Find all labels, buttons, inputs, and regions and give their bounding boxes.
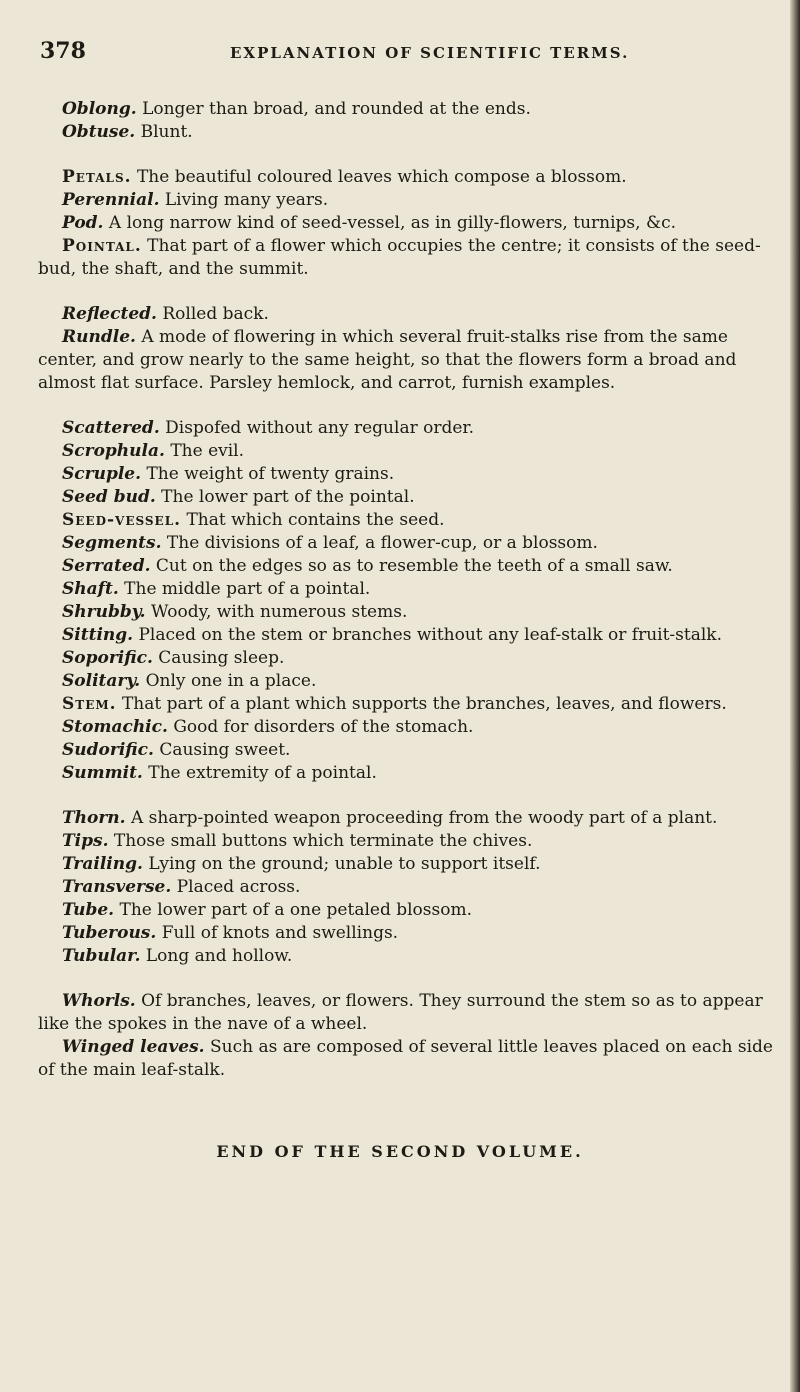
glossary-definition: A mode of flowering in which several fruit-stalks rise from the same center, and grow nearly to the same height, so that the flowers form a broad and almost flat surface. Parsley hemlock, and carrot, furnish examples. (38, 327, 737, 393)
glossary-definition: Long and hollow. (145, 946, 293, 966)
glossary-entry (38, 212, 776, 235)
glossary-definition: Placed on the stem or branches without any leaf-stalk or fruit-stalk. (138, 625, 723, 645)
glossary-entry (38, 189, 776, 212)
glossary-entry (38, 762, 776, 785)
glossary-entry (38, 693, 776, 716)
glossary-entry (38, 98, 776, 121)
glossary-definition: Causing sleep. (158, 648, 285, 668)
glossary-term: Sudorific. (62, 740, 154, 760)
glossary-definition: Good for disorders of the stomach. (173, 717, 474, 737)
glossary-entry (38, 624, 776, 647)
glossary-definition: Placed across. (176, 877, 301, 897)
glossary-definition: The extremity of a pointal. (148, 763, 377, 783)
page-number: 378 (40, 38, 86, 64)
glossary-entry (38, 326, 776, 395)
glossary-definition: Only one in a place. (145, 671, 317, 691)
glossary-term: Summit. (62, 763, 143, 783)
glossary-entry (38, 716, 776, 739)
glossary-entry (38, 463, 776, 486)
glossary-definition: A long narrow kind of seed-vessel, as in gilly-flowers, turnips, &c. (108, 213, 676, 233)
glossary-term: Tuberous. (62, 923, 157, 943)
glossary-term: Rundle. (62, 327, 136, 347)
glossary-entry (38, 1036, 776, 1082)
glossary-entry (38, 922, 776, 945)
glossary-term: Scruple. (62, 464, 142, 484)
glossary-term: Stomachic. (62, 717, 168, 737)
glossary-entry (38, 739, 776, 762)
glossary-entry (38, 647, 776, 670)
glossary-entry (38, 121, 776, 144)
glossary-term: Reflected. (62, 304, 157, 324)
glossary-term: Stem. (62, 694, 117, 714)
glossary-term: Tube. (62, 900, 115, 920)
glossary-term: Thorn. (62, 808, 126, 828)
glossary-entry (38, 578, 776, 601)
glossary-entry (38, 486, 776, 509)
page-edge-shadow (790, 0, 800, 1392)
glossary-definition: Of branches, leaves, or flowers. They surround the stem so as to appear like the spokes in the nave of a wheel. (38, 991, 763, 1034)
glossary-entry (38, 166, 776, 189)
glossary-entry (38, 853, 776, 876)
glossary-entry (38, 990, 776, 1036)
glossary-term: Tubular. (62, 946, 141, 966)
glossary-definition: Lying on the ground; unable to support itself. (148, 854, 541, 874)
glossary-entry (38, 417, 776, 440)
glossary-term: Shrubby. (62, 602, 146, 622)
glossary-definition: Woody, with numerous stems. (150, 602, 408, 622)
glossary-definition: The evil. (170, 441, 245, 461)
glossary-term: Petals. (62, 167, 132, 187)
glossary-term: Scattered. (62, 418, 160, 438)
glossary-definition: The lower part of the pointal. (161, 487, 415, 507)
glossary-term: Solitary. (62, 671, 141, 691)
group-gap (38, 395, 776, 417)
glossary-definition: The weight of twenty grains. (146, 464, 395, 484)
glossary-term: Sitting. (62, 625, 134, 645)
glossary-term: Trailing. (62, 854, 143, 874)
page-header (40, 38, 760, 68)
glossary-term: Tips. (62, 831, 109, 851)
glossary-entry (38, 807, 776, 830)
glossary-definition: Cut on the edges so as to resemble the teeth of a small saw. (155, 556, 673, 576)
glossary-definition: Those small buttons which terminate the chives. (113, 831, 533, 851)
group-gap (38, 968, 776, 990)
glossary-entry (38, 601, 776, 624)
running-head: EXPLANATION OF SCIENTIFIC TERMS. (230, 44, 630, 62)
glossary-definition: Full of knots and swellings. (161, 923, 399, 943)
group-gap (38, 144, 776, 166)
glossary-term: Transverse. (62, 877, 172, 897)
glossary-definition: Living many years. (164, 190, 329, 210)
glossary-entry (38, 532, 776, 555)
glossary-definition: Dispofed without any regular order. (165, 418, 475, 438)
glossary-definition: The lower part of a one petaled blossom. (119, 900, 473, 920)
glossary-term: Winged leaves. (62, 1037, 205, 1057)
glossary-term: Pod. (62, 213, 104, 233)
glossary-term: Seed bud. (62, 487, 156, 507)
glossary-definition: Blunt. (140, 122, 193, 142)
glossary-term: Oblong. (62, 99, 137, 119)
glossary-term: Serrated. (62, 556, 151, 576)
glossary-term: Pointal. (62, 236, 142, 256)
glossary-term: Shaft. (62, 579, 119, 599)
glossary-term: Perennial. (62, 190, 160, 210)
glossary-definition: The middle part of a pointal. (124, 579, 371, 599)
glossary-definition: The beautiful coloured leaves which compose a blossom. (136, 167, 627, 187)
glossary-entry (38, 440, 776, 463)
glossary-definition: Causing sweet. (159, 740, 291, 760)
glossary-entry (38, 235, 776, 281)
glossary-entry (38, 945, 776, 968)
glossary-definition: That which contains the seed. (186, 510, 445, 530)
glossary-entry (38, 555, 776, 578)
glossary-content (38, 98, 776, 1082)
glossary-entry (38, 899, 776, 922)
glossary-definition: A sharp-pointed weapon proceeding from the woody part of a plant. (131, 808, 718, 828)
glossary-definition: Rolled back. (162, 304, 269, 324)
glossary-definition: The divisions of a leaf, a flower-cup, or a blossom. (166, 533, 598, 553)
glossary-entry (38, 509, 776, 532)
glossary-term: Obtuse. (62, 122, 136, 142)
glossary-definition: Longer than broad, and rounded at the ends. (142, 99, 531, 119)
glossary-entry (38, 303, 776, 326)
glossary-term: Segments. (62, 533, 162, 553)
glossary-term: Soporific. (62, 648, 153, 668)
glossary-definition: Such as are composed of several little leaves placed on each side of the main leaf-stalk. (38, 1037, 773, 1080)
glossary-term: Whorls. (62, 991, 136, 1011)
end-of-volume-note: END OF THE SECOND VOLUME. (216, 1142, 584, 1161)
glossary-definition: That part of a flower which occupies the centre; it consists of the seed-bud, the shaft, and the summit. (38, 236, 761, 279)
group-gap (38, 281, 776, 303)
glossary-definition: That part of a plant which supports the branches, leaves, and flowers. (121, 694, 727, 714)
group-gap (38, 785, 776, 807)
glossary-entry (38, 670, 776, 693)
glossary-entry (38, 830, 776, 853)
glossary-term: Scrophula. (62, 441, 165, 461)
glossary-entry (38, 876, 776, 899)
glossary-term: Seed-vessel. (62, 510, 182, 530)
